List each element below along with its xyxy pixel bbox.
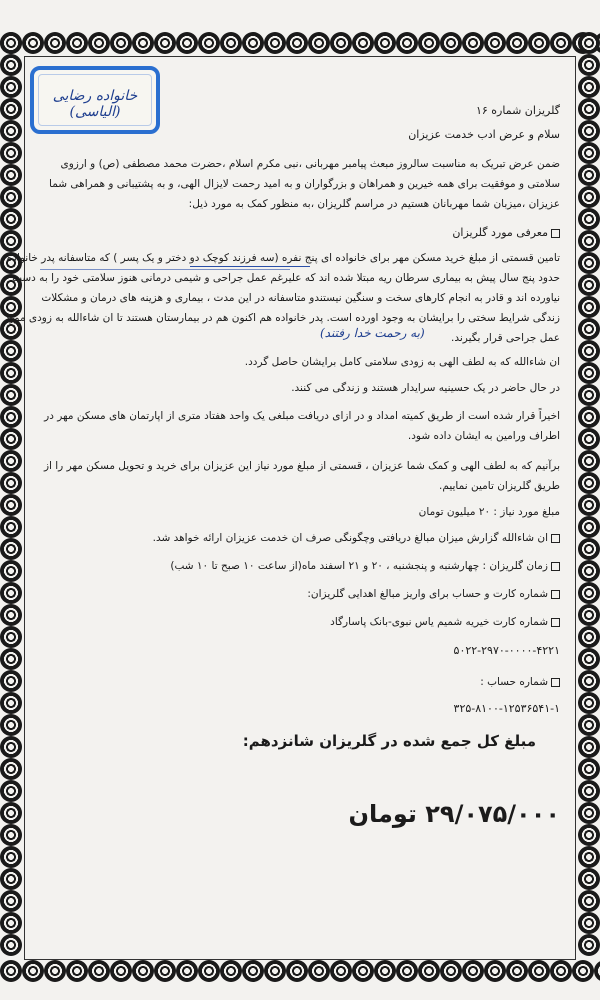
card-number: ۵۰۲۲-۲۹۷۰-۰۰۰۰-۴۲۲۱ xyxy=(453,644,560,657)
item-card-text: شماره کارت خیریه شمیم یاس نبوی-بانک پاسارگاد xyxy=(330,616,548,628)
border-ornament xyxy=(578,758,600,780)
item-report-text: ان شاءالله گزارش میزان مبالغ دریافتی وچگونگی صرف ان خدمت عزیزان ارائه خواهد شد. xyxy=(152,532,548,544)
item-time xyxy=(170,560,560,572)
border-ornament xyxy=(578,406,600,428)
border-ornament xyxy=(578,450,600,472)
case-line-5: عمل جراحی قرار بگیرند. xyxy=(451,332,560,344)
checkbox-icon xyxy=(551,562,560,571)
border-ornament xyxy=(578,252,600,274)
border-ornament xyxy=(0,758,22,780)
border-ornament xyxy=(578,736,600,758)
recent-line-1: اخیراً قرار شده است از طریق کمیته امداد و در ازای دریافت مبلغی یک واحد هفتاد متری از اپارتمان های مسکن مهر در xyxy=(44,410,560,422)
border-ornament xyxy=(0,780,22,802)
checkbox-icon xyxy=(551,534,560,543)
section-title-text: معرفی مورد گلریزان xyxy=(452,226,548,239)
border-ornament xyxy=(578,76,600,98)
border-ornament xyxy=(578,340,600,362)
recent-line-2: اطراف ورامین به ایشان داده شود. xyxy=(407,430,560,442)
prayer-line: ان شاءالله که به لطف الهی به زودی سلامتی کامل برایشان حاصل گردد. xyxy=(244,356,560,368)
border-ornament xyxy=(578,296,600,318)
border-ornament xyxy=(578,824,600,846)
border-ornament xyxy=(578,692,600,714)
border-ornament xyxy=(578,890,600,912)
border-ornament xyxy=(0,98,22,120)
border-ornament xyxy=(0,142,22,164)
border-ornament xyxy=(578,846,600,868)
border-ornament xyxy=(0,538,22,560)
border-ornament xyxy=(0,208,22,230)
border-ornament xyxy=(578,912,600,934)
border-ornament xyxy=(578,318,600,340)
checkbox-icon xyxy=(551,618,560,627)
border-ornament xyxy=(578,98,600,120)
border-ornament xyxy=(578,142,600,164)
border-ornament xyxy=(0,362,22,384)
border-ornament xyxy=(0,340,22,362)
case-line-1: تامین قسمتی از مبلغ خرید مسکن مهر برای خانواده ای پنج نفره (سه فرزند کوچک دو دختر و یک پسر ) که متاسفانه پدر خانواده xyxy=(6,252,560,264)
account-label xyxy=(480,676,560,688)
item-accounts-text: شماره کارت و حساب برای واریز مبالغ اهدایی گلریزان: xyxy=(307,588,548,600)
border-ornament xyxy=(0,934,22,956)
border-ornament xyxy=(578,120,600,142)
right-border xyxy=(578,32,600,964)
border-ornament xyxy=(0,450,22,472)
border-ornament xyxy=(0,494,22,516)
border-ornament xyxy=(0,516,22,538)
border-ornament xyxy=(0,692,22,714)
border-ornament xyxy=(578,32,600,54)
border-ornament xyxy=(578,274,600,296)
item-time-text: زمان گلریزان : چهارشنبه و پنجشنبه ، ۲۰ و ۲۱ اسفند ماه(از ساعت ۱۰ صبح تا ۱۰ شب) xyxy=(170,560,548,572)
border-ornament xyxy=(0,406,22,428)
checkbox-icon xyxy=(551,590,560,599)
border-ornament xyxy=(0,428,22,450)
border-ornament xyxy=(578,802,600,824)
border-ornament xyxy=(0,384,22,406)
border-ornament xyxy=(578,384,600,406)
border-ornament xyxy=(0,604,22,626)
border-ornament xyxy=(0,582,22,604)
letter-body xyxy=(4,0,560,1000)
border-ornament xyxy=(578,164,600,186)
border-ornament xyxy=(578,560,600,582)
status-line: در حال حاضر در یک حسینیه سرایدار هستند و زندگی می کنند. xyxy=(291,382,560,394)
border-ornament xyxy=(0,736,22,758)
border-ornament xyxy=(578,362,600,384)
border-ornament xyxy=(578,934,600,956)
border-ornament xyxy=(0,164,22,186)
border-ornament xyxy=(0,912,22,934)
stamp-text: خانواده رضایی (الیاسی) xyxy=(52,88,138,120)
border-ornament xyxy=(0,76,22,98)
border-ornament xyxy=(578,494,600,516)
border-ornament xyxy=(578,780,600,802)
checkbox-icon xyxy=(551,229,560,238)
letter-title: گلریزان شماره ۱۶ xyxy=(475,104,560,117)
border-ornament xyxy=(0,626,22,648)
border-ornament xyxy=(0,670,22,692)
border-ornament xyxy=(0,846,22,868)
border-ornament xyxy=(0,868,22,890)
intro-line-3: عزیزان ،میزبان شما مهربانان هستیم در مراسم گلریزان ،به منظور کمک به مورد ذیل: xyxy=(188,198,560,210)
account-number: ۳۲۵-۸۱۰۰-۱۲۵۳۶۵۴۱-۱ xyxy=(453,702,560,715)
plan-line-1: برآنیم که به لطف الهی و کمک شما عزیزان ، قسمتی از مبلغ مورد نیاز این عزیزان برای خرید و تحویل مسکن مهر را از xyxy=(43,460,560,472)
border-ornament xyxy=(578,670,600,692)
border-ornament xyxy=(0,186,22,208)
item-report xyxy=(153,532,560,544)
intro-line-2: سلامتی و موفقیت برای همه خیرین و همراهان و بزرگواران و به امید رحمت لایزال الهی، و به پشتیبانی و همراهی شما xyxy=(49,178,560,190)
left-border xyxy=(0,32,22,964)
border-ornament xyxy=(0,54,22,76)
greeting: سلام و عرض ادب خدمت عزیزان xyxy=(408,128,560,141)
intro-line-1: ضمن عرض تبریک به مناسبت سالروز مبعث پیامبر مهربانی ،نبی مکرم اسلام ،حضرت محمد مصطفی (ص) و ارزوی xyxy=(60,158,560,170)
border-ornament xyxy=(578,54,600,76)
handwritten-underline xyxy=(190,266,310,267)
border-ornament xyxy=(578,604,600,626)
handwritten-underline-2 xyxy=(40,269,290,270)
border-ornament xyxy=(0,824,22,846)
amount-needed: مبلغ مورد نیاز : ۲۰ میلیون تومان xyxy=(418,506,560,518)
total-label: مبلغ کل جمع شده در گلریزان شانزدهم: xyxy=(242,732,536,750)
border-ornament xyxy=(0,120,22,142)
plan-line-2: طریق گلریزان تامین نماییم. xyxy=(439,480,560,492)
border-ornament xyxy=(578,428,600,450)
border-ornament xyxy=(578,538,600,560)
border-ornament xyxy=(0,32,22,54)
item-accounts xyxy=(307,588,560,600)
border-ornament xyxy=(578,868,600,890)
section-title xyxy=(452,226,560,239)
account-label-text: شماره حساب : xyxy=(480,676,548,688)
border-ornament xyxy=(578,472,600,494)
case-line-2: حدود پنج سال پیش به بیماری سرطان ریه مبتلا شده اند که علیرغم عمل جراحی و شیمی درمانی هنوز سلامتی خود را به دست xyxy=(12,272,560,284)
border-ornament xyxy=(578,230,600,252)
border-ornament xyxy=(578,648,600,670)
case-line-3: نیاورده اند و قادر به انجام کارهای سخت و سنگین نیستندو متاسفانه در این مدت ، بیماری و هزینه های درمان و مشکلات xyxy=(41,292,560,304)
case-line-4: زندگی شرایط سختی را برایشان به وجود اورده است. پدر خانواده هم اکنون هم در بیمارستان هستند تا ان شاءالله به زودی مورد xyxy=(4,312,560,324)
handwritten-note: (به رحمت خدا رفتند) xyxy=(320,326,425,340)
border-ornament xyxy=(0,472,22,494)
border-ornament xyxy=(578,582,600,604)
total-value: ۲۹/۰۷۵/۰۰۰ تومان xyxy=(348,800,560,828)
border-ornament xyxy=(0,648,22,670)
border-ornament xyxy=(578,208,600,230)
border-ornament xyxy=(0,890,22,912)
checkbox-icon xyxy=(551,678,560,687)
border-ornament xyxy=(0,714,22,736)
border-ornament xyxy=(578,626,600,648)
border-ornament xyxy=(0,230,22,252)
border-ornament xyxy=(578,186,600,208)
border-ornament xyxy=(0,802,22,824)
border-ornament xyxy=(0,560,22,582)
item-card xyxy=(330,616,560,628)
border-ornament xyxy=(578,516,600,538)
border-ornament xyxy=(578,714,600,736)
